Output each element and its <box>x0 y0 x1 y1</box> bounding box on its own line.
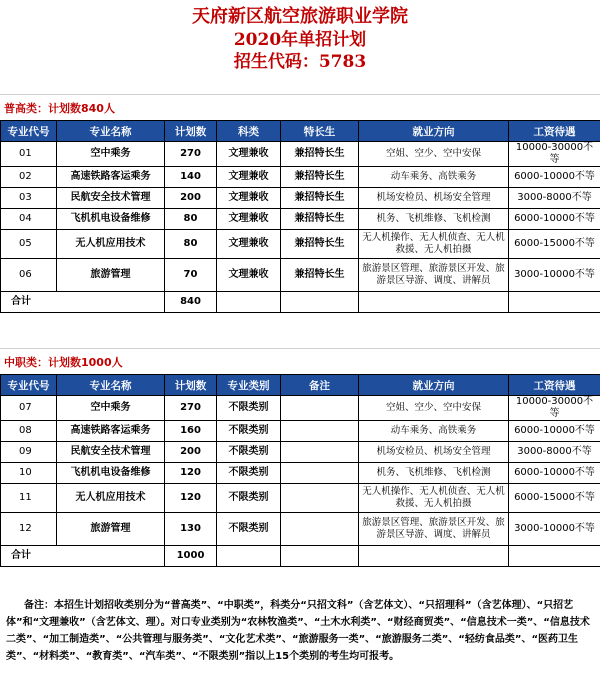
col-header-salary: 工资待遇 <box>509 121 600 142</box>
special-cell <box>281 463 359 484</box>
career-direction: 旅游景区管理、旅游景区开发、旅游景区导游、调度、讲解员 <box>359 513 509 546</box>
career-direction: 动车乘务、高铁乘务 <box>359 421 509 442</box>
school-name: 天府新区航空旅游职业学院 <box>192 6 408 27</box>
plan-count: 140 <box>165 167 217 188</box>
col-header-count: 计划数 <box>165 121 217 142</box>
empty-cell <box>281 292 359 313</box>
section-divider <box>0 94 600 95</box>
empty-cell <box>359 292 509 313</box>
plan-count: 80 <box>165 230 217 259</box>
section-title-vocational: 中职类：计划数1000人 <box>4 356 123 369</box>
major-name: 高速铁路客运乘务 <box>57 167 165 188</box>
major-code: 12 <box>1 513 57 546</box>
table-row <box>1 209 600 230</box>
major-code: 10 <box>1 463 57 484</box>
special-cell <box>281 513 359 546</box>
major-name: 旅游管理 <box>57 513 165 546</box>
subject-type: 不限类别 <box>217 484 281 513</box>
subject-type: 文理兼收 <box>217 230 281 259</box>
major-name: 民航安全技术管理 <box>57 188 165 209</box>
table-row <box>1 167 600 188</box>
major-code: 04 <box>1 209 57 230</box>
major-code: 03 <box>1 188 57 209</box>
col-header-count: 计划数 <box>165 375 217 396</box>
subject-type: 不限类别 <box>217 463 281 484</box>
subject-type: 文理兼收 <box>217 259 281 292</box>
total-row <box>1 292 600 313</box>
subject-type: 不限类别 <box>217 442 281 463</box>
vocational-plan-table <box>0 374 600 567</box>
col-header-name: 专业名称 <box>57 121 165 142</box>
salary-range: 6000-10000不等 <box>509 463 600 484</box>
subject-type: 不限类别 <box>217 396 281 421</box>
col-header-name: 专业名称 <box>57 375 165 396</box>
salary-range: 10000-30000不等 <box>509 142 600 167</box>
major-name: 高速铁路客运乘务 <box>57 421 165 442</box>
special-cell: 兼招特长生 <box>281 167 359 188</box>
salary-range: 3000-8000不等 <box>509 188 600 209</box>
plan-count: 270 <box>165 396 217 421</box>
section-title-general: 普高类：计划数840人 <box>4 102 115 115</box>
plan-count: 160 <box>165 421 217 442</box>
table-row <box>1 259 600 292</box>
salary-range: 3000-10000不等 <box>509 513 600 546</box>
major-name: 旅游管理 <box>57 259 165 292</box>
special-cell: 兼招特长生 <box>281 142 359 167</box>
major-name: 空中乘务 <box>57 396 165 421</box>
salary-range: 6000-15000不等 <box>509 484 600 513</box>
admission-note: 备注：本招生计划招收类别分为“普高类”、“中职类”，科类分“只招文科”（含艺体文）、“只招理科”（含艺体理）、“只招艺体”和“文理兼收”（含艺体文、理）。对口专业类别为“农林牧渔类”、“土木水利类”、“财经商贸类”、“信息技术一类”、“信息技术二类”、“加工制造类”、“公共管理与服务类”、“文化艺术类”、“旅游服务一类”、“旅游服务二类”、“轻纺食品类”、“医药卫生类”、“材料类”、“教育类”、“汽车类”、“不限类别”指以上15个类别的考生均可报考。 <box>6 600 590 662</box>
subject-type: 文理兼收 <box>217 142 281 167</box>
major-name: 飞机机电设备维修 <box>57 209 165 230</box>
major-code: 09 <box>1 442 57 463</box>
col-header-special: 特长生 <box>281 121 359 142</box>
major-name: 空中乘务 <box>57 142 165 167</box>
plan-count: 120 <box>165 484 217 513</box>
major-name: 民航安全技术管理 <box>57 442 165 463</box>
col-header-direction: 就业方向 <box>359 121 509 142</box>
career-direction: 无人机操作、无人机侦查、无人机救援、无人机拍摄 <box>359 484 509 513</box>
career-direction: 机务、飞机维修、飞机检测 <box>359 209 509 230</box>
subject-type: 不限类别 <box>217 421 281 442</box>
total-count: 1000 <box>165 546 217 567</box>
col-header-type: 科类 <box>217 121 281 142</box>
plan-count: 130 <box>165 513 217 546</box>
plan-count: 270 <box>165 142 217 167</box>
col-header-remark: 备注 <box>281 375 359 396</box>
major-code: 08 <box>1 421 57 442</box>
career-direction: 机场安检员、机场安全管理 <box>359 442 509 463</box>
career-direction: 无人机操作、无人机侦查、无人机救援、无人机拍摄 <box>359 230 509 259</box>
major-code: 11 <box>1 484 57 513</box>
table-row <box>1 442 600 463</box>
col-header-category: 专业类别 <box>217 375 281 396</box>
career-direction: 机务、飞机维修、飞机检测 <box>359 463 509 484</box>
total-label: 合计 <box>1 546 165 567</box>
table-row <box>1 513 600 546</box>
plan-title: 2020年单招计划 <box>233 30 367 50</box>
salary-range: 3000-8000不等 <box>509 442 600 463</box>
major-code: 02 <box>1 167 57 188</box>
empty-cell <box>281 546 359 567</box>
career-direction: 空姐、空少、空中安保 <box>359 396 509 421</box>
table-row <box>1 188 600 209</box>
empty-cell <box>509 292 600 313</box>
table-row <box>1 396 600 421</box>
subject-type: 文理兼收 <box>217 209 281 230</box>
career-direction: 旅游景区管理、旅游景区开发、旅游景区导游、调度、讲解员 <box>359 259 509 292</box>
table-row <box>1 421 600 442</box>
empty-cell <box>359 546 509 567</box>
table-header-row <box>1 375 600 396</box>
empty-cell <box>509 546 600 567</box>
special-cell <box>281 396 359 421</box>
plan-count: 200 <box>165 442 217 463</box>
major-code: 07 <box>1 396 57 421</box>
table-row <box>1 484 600 513</box>
major-code: 05 <box>1 230 57 259</box>
major-name: 无人机应用技术 <box>57 230 165 259</box>
total-label: 合计 <box>1 292 165 313</box>
plan-count: 200 <box>165 188 217 209</box>
general-plan-table <box>0 120 600 313</box>
major-name: 无人机应用技术 <box>57 484 165 513</box>
subject-type: 文理兼收 <box>217 188 281 209</box>
table-row <box>1 463 600 484</box>
subject-type: 不限类别 <box>217 513 281 546</box>
section-divider <box>0 348 600 349</box>
col-header-code: 专业代号 <box>1 375 57 396</box>
salary-range: 3000-10000不等 <box>509 259 600 292</box>
special-cell <box>281 421 359 442</box>
career-direction: 机场安检员、机场安全管理 <box>359 188 509 209</box>
salary-range: 6000-10000不等 <box>509 209 600 230</box>
special-cell: 兼招特长生 <box>281 209 359 230</box>
subject-type: 文理兼收 <box>217 167 281 188</box>
special-cell: 兼招特长生 <box>281 188 359 209</box>
major-name: 飞机机电设备维修 <box>57 463 165 484</box>
special-cell: 兼招特长生 <box>281 230 359 259</box>
plan-count: 70 <box>165 259 217 292</box>
total-row <box>1 546 600 567</box>
col-header-direction: 就业方向 <box>359 375 509 396</box>
salary-range: 6000-10000不等 <box>509 421 600 442</box>
special-cell <box>281 484 359 513</box>
salary-range: 6000-10000不等 <box>509 167 600 188</box>
major-code: 06 <box>1 259 57 292</box>
major-code: 01 <box>1 142 57 167</box>
table-row <box>1 230 600 259</box>
career-direction: 空姐、空少、空中安保 <box>359 142 509 167</box>
plan-count: 120 <box>165 463 217 484</box>
admission-code: 招生代码：5783 <box>233 52 367 72</box>
table-header-row <box>1 121 600 142</box>
special-cell: 兼招特长生 <box>281 259 359 292</box>
salary-range: 10000-30000不等 <box>509 396 600 421</box>
salary-range: 6000-15000不等 <box>509 230 600 259</box>
empty-cell <box>217 546 281 567</box>
col-header-code: 专业代号 <box>1 121 57 142</box>
table-row <box>1 142 600 167</box>
empty-cell <box>217 292 281 313</box>
plan-count: 80 <box>165 209 217 230</box>
special-cell <box>281 442 359 463</box>
career-direction: 动车乘务、高铁乘务 <box>359 167 509 188</box>
total-count: 840 <box>165 292 217 313</box>
col-header-salary: 工资待遇 <box>509 375 600 396</box>
